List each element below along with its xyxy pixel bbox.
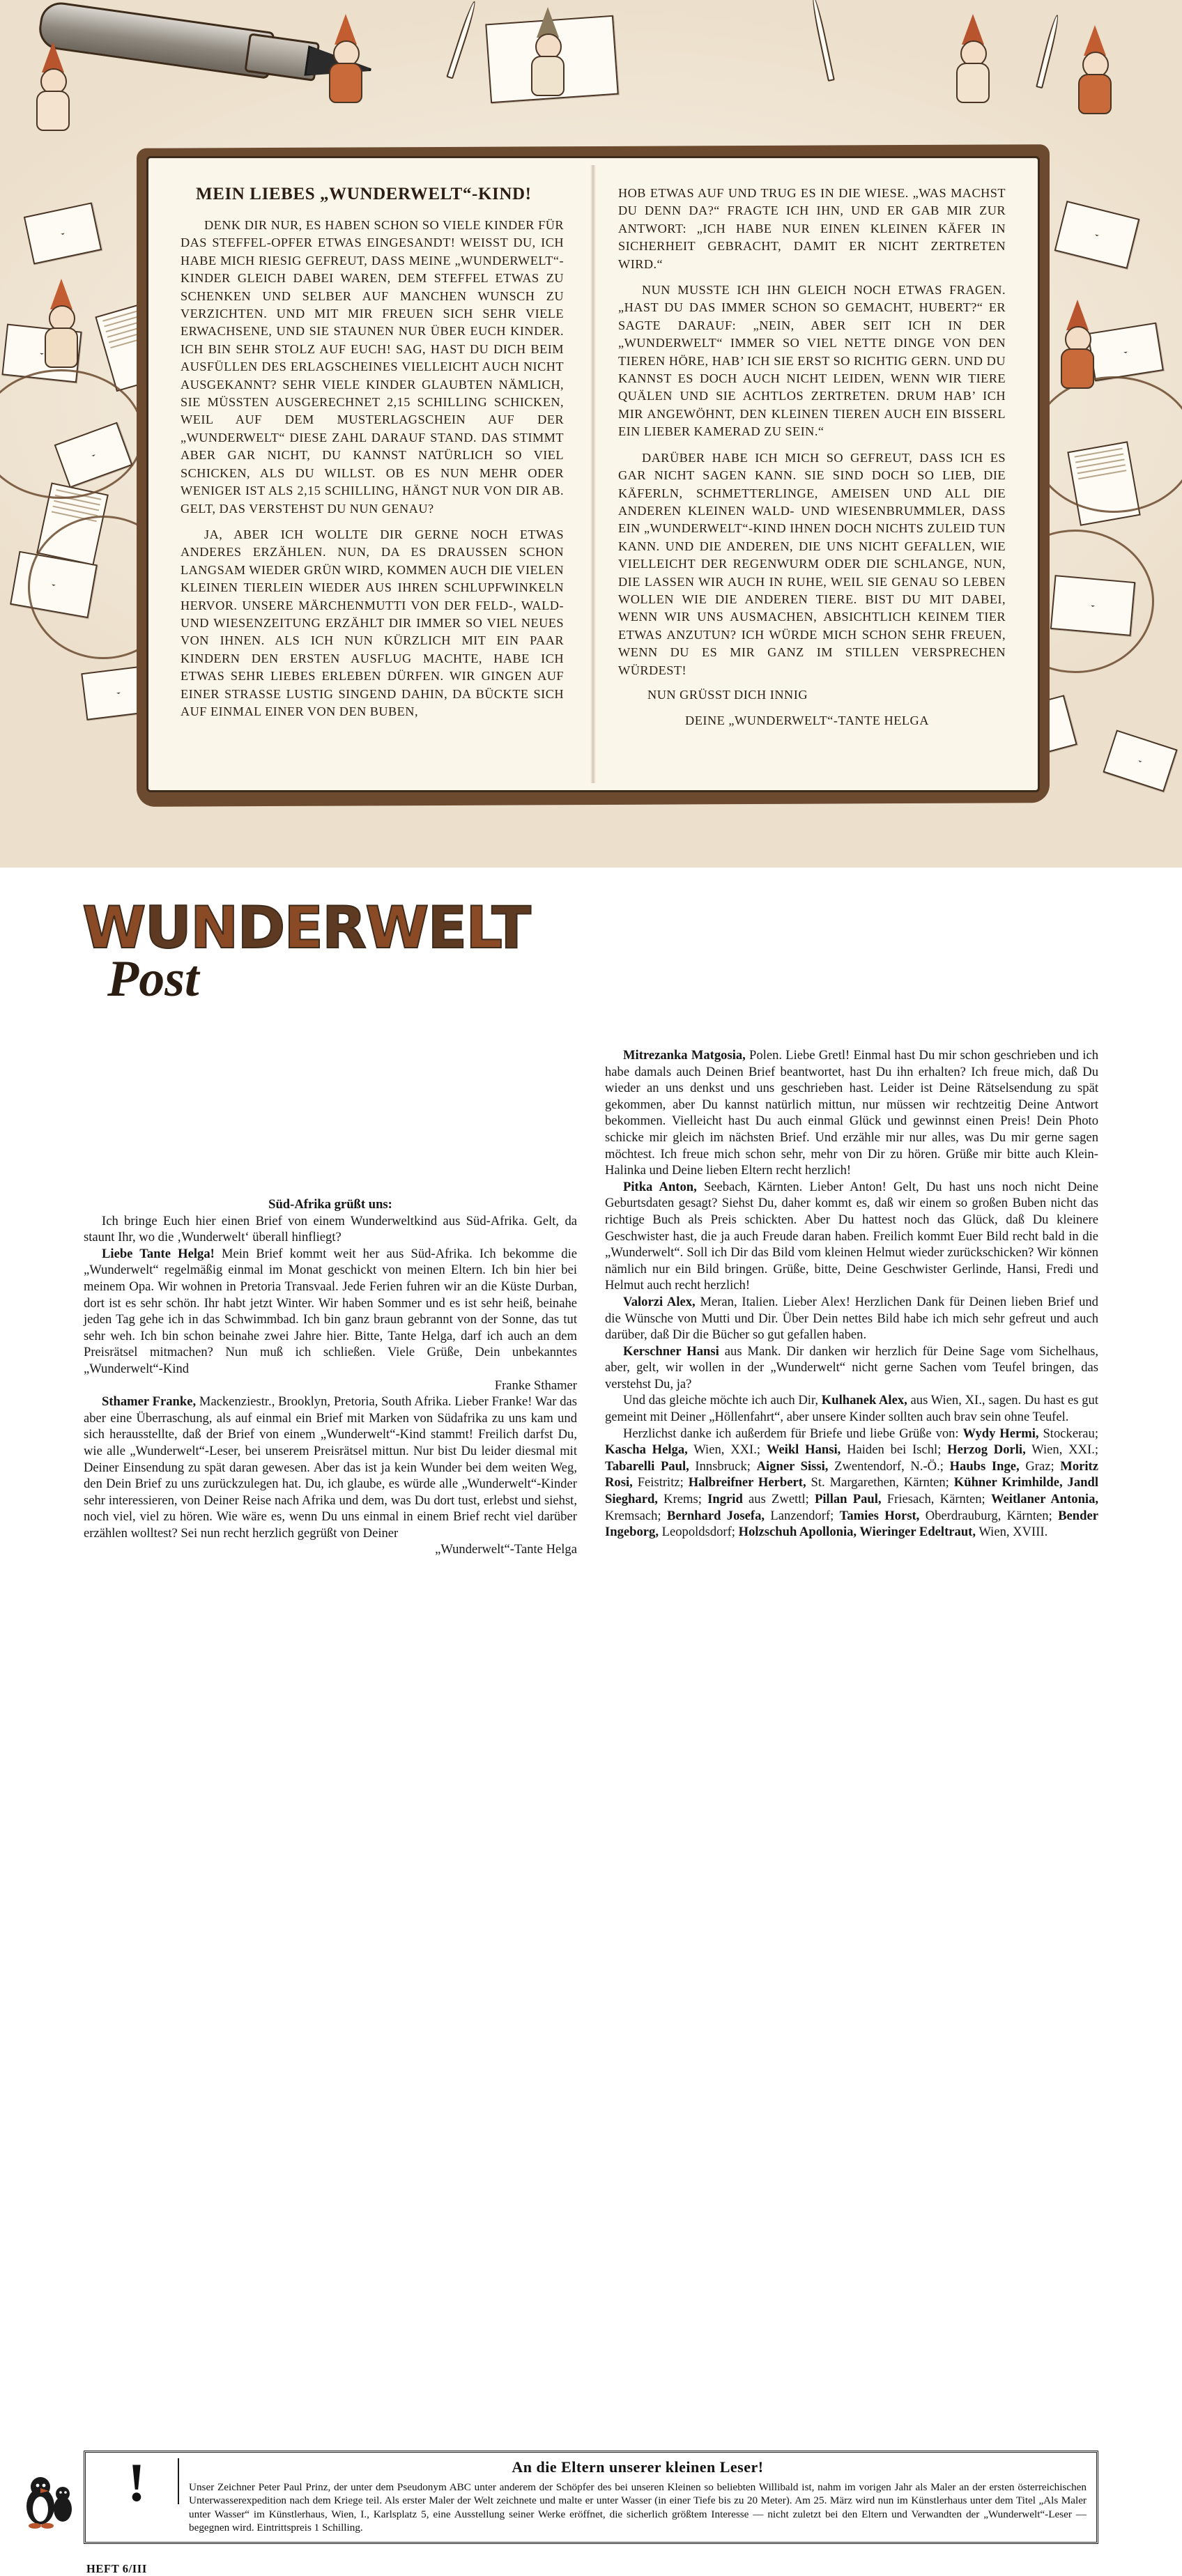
reader-name: Bender Ingeborg, [605,1508,1098,1540]
reader-place: Innsbruck; [689,1458,757,1474]
letter-body: Mackenziestr., Brooklyn, Pretoria, South Afrika. Lieber Franke! War das aber eine Überraschung, als auf einmal ein Brief mit Marken von Südafrika zu uns kam und sich herausstellte, daß der Brief von einem „Wunderwelt“-Kind stammt! Freilich darfst Du, wie alle „Wunderwelt“-Leser, bei unserem Preisrätsel mittun. Nur bist Du leider diesmal mit Deiner Einsendung zu spät daran gewesen. Aber das ist ja kein Wunder bei dem weiten Weg, den Dein Brief zu uns zurückzulegen hat. Du, ich glaube, es würde alle „Wunderwelt“-Kinder sehr interessieren, von Deiner Reise nach Afrika und dem, was Du dort tust, erlebst und siehst, noch viel, viel zu hören. Wie wäre es, wenn Du uns einmal in einem Brief recht viel darüber erzählen wolltest? Sei nun recht herzlich gegrüßt von Deiner [84,1394,577,1541]
reader-name: Moritz Rosi, [605,1458,1098,1490]
reader-place: Friesach, Kärnten; [881,1492,991,1507]
letter-closing: NUN GRÜSST DICH INNIG [647,687,808,702]
reader-name: Ingrid [707,1492,743,1507]
reader-place: Wien, XXI.; [1025,1442,1099,1458]
intro-paragraph: Ich bringe Euch hier einen Brief von einem Wunderweltkind aus Süd-Afrika. Gelt, da staunt Ihr, wo die ‚Wunderwelt‘ überall hinfliegt? [84,1213,577,1245]
issue-number: HEFT 6/III [86,2562,147,2575]
open-book-illustration [137,146,1050,805]
reader-place: Feistritz; [632,1475,689,1490]
reader-name: Holzschuh Apollonia, Wieringer Edeltraut, [738,1525,976,1540]
letter-paragraph: NUN MUSSTE ICH IHN GLEICH NOCH ETWAS FRAGEN. „HAST DU DAS IMMER SCHON SO GEMACHT, HUBERT?“ ER SAGTE DARAUF: „NEIN, ABER SEIT ICH IN DER „WUNDERWELT“ IMMER SO VIEL NETTE DINGE VON DEN TIEREN HÖRE, HAB’ ICH SIE ERST SO RICHTIG GERN. UND DU KANNST ES DOCH AUCH NICHT LEIDEN, WENN WIR TIERE QUÄLEN UND SIE ACHTLOS ZERTRETEN. DRUM HAB’ ICH MIR ANGEWÖHNT, DEN KLEINEN TIEREN AUCH EIN BISSERL EIN LIEBER KAMERAD ZU SEIN.“ [618,283,1006,439]
masthead-letter: L [466,894,492,962]
left-column [84,1047,577,1558]
reader-name: Kulhanek Alex, [821,1393,907,1408]
reader-name: Halbreifner Herbert, [688,1475,806,1490]
reply-entry [605,1179,1098,1294]
reply-text: aus Mank. Dir danken wir herzlich für Deine Sage vom Sichelhaus, aber, gelt, wir wollen in der „Wunderwelt“ nicht gerne Sachen vom Teufel bringen, das verstehst Du, ja? [605,1343,1098,1391]
reader-letter-two [84,1394,577,1541]
reader-place [1063,1475,1068,1490]
letter-paragraph: DENK DIR NUR, ES HABEN SCHON SO VIELE KINDER FÜR DAS STEFFEL-OPFER ETWAS EINGESANDT! WEISST DU, ICH HABE MICH RIESIG GEFREUT, DASS MEINE „WUNDERWELT“-KINDER GLEICH DABEI WAREN, DEM STEFFEL ETWAS ZU SCHENKEN UND SELBER AUF MANCHEN WUNSCH ZU VERZICHTEN. UND MIT MIR FREUEN SICH SEHR VIELE ERWACHSENE, UND SIE STAUNEN NUR ÜBER EUCH KINDER. ICH BIN SEHR STOLZ AUF EUCH! SAG, HAST DU DICH BEIM AUSFÜLLEN DES ERLAGSCHEINES VIELLEICHT AUCH NICHT AUSGEKANNT? SEHR VIELE KINDER GLAUBTEN NÄMLICH, SIE MÜSSTEN AUSGERECHNET 2,15 SCHILLING SCHICKEN, WEIL AUF DEM MUSTERLAGSCHEIN AUF DER „WUNDERWELT“ DIESE ZAHL DARAUF STAND. DAS STIMMT ABER GAR NICHT, DU KANNST NATÜRLICH SO VIEL SCHICKEN, ALS DU WILLST. OB ES NUN MEHR ODER WENIGER IST ALS 2,15 SCHILLING, HÄNGT NUR VON DIR AB. GELT, DAS VERSTEHST DU NUN GENAU? [181,218,564,516]
reader-name: Tabarelli Paul, [605,1458,689,1474]
masthead-subtitle: Post [107,950,199,1008]
letter-paragraph: DARÜBER HABE ICH MICH SO GEFREUT, DASS ICH ES GAR NICHT SAGEN KANN. SIE SIND DOCH SO LIEB, DIE KÄFERLN, SCHMETTERLINGE, AMEISEN UND ALL DIE ANDEREN KLEINEN WALD- UND WIESENBRUMMLER, DASS EIN „WUNDERWELT“-KIND IHNEN DOCH NICHTS ZULEID TUN KANN. UND DIE ANDEREN, DIE UNS NICHT GEFALLEN, WIE VIELLEICHT DER REGENWURM ODER DIE SCHLANGE, NUN, DIE LASSEN WIR AUCH IN RUHE, WEIL SIE GENAU SO LEBEN WOLLEN WIE DIE ANDEREN TIERE. BIST DU MIT DABEI, WENN WIR UNS AUSMACHEN, ABSICHTLICH KEINEM TIER ETWAS ANZUTUN? ICH WÜRDE MICH SCHON SEHR FREUEN, WENN DU ES MIR GANZ IM STILLEN VERSPRECHEN WÜRDEST! [618,450,1006,677]
masthead-letter: U [144,894,190,962]
reader-place: Haiden bei Ischl; [841,1442,948,1458]
reader-place: aus Zwettl; [742,1492,815,1507]
reader-place: Wien, XVIII. [976,1525,1048,1540]
reader-name: Valorzi Alex, [623,1294,696,1309]
letter-paragraph: JA, ABER ICH WOLLTE DIR GERNE NOCH ETWAS ANDERES ERZÄHLEN. NUN, DA ES DRAUSSEN SCHON LANGSAM WIEDER GRÜN WIRD, KOMMEN AUCH DIE VIELEN KLEINEN TIERLEIN WIEDER AUS IHREN SCHLUPFWINKELN HERVOR. UNSERE MÄRCHENMUTTI VON DER FELD-, WALD- UND WIESENZEITUNG ERZÄHLT DIR IMMER SO VIEL NEUES VON IHNEN. ALS ICH NUN KÜRZLICH MIT EIN PAAR KINDERN DEN ERSTEN AUSFLUG MACHTE, HABE ICH ETWAS SEHR LIEBES ERLEBEN DÜRFEN. WIR GINGEN AUF EINER STRASSE LUSTIG SINGEND DAHIN, DA BÜCKTE SICH AUF EINMAL EINER VON DEN BUBEN, [181,527,564,718]
reader-name: Tamies Horst, [839,1508,920,1523]
book-pages [146,156,1040,792]
reply-text: Meran, Italien. Lieber Alex! Herzlichen Dank für Deinen lieben Brief und die Wünsche von Mutti und Dir. Über Dein nettes Bild habe ich mich sehr gefreut und auch darüber, daß Dir die Bücher so gut gefallen haben. [605,1294,1098,1343]
parents-notice-box [84,2451,1098,2544]
book-left-page [148,158,593,790]
reply-text-post: aus Wien, XI., sagen. Du hast es gut gemeint mit Deiner „Höllenfahrt“, aber unsere Kinder sollten auch brav sein ohne Teufel. [605,1393,1098,1425]
masthead-letter: T [491,894,530,962]
reply-entry [605,1047,1098,1179]
reader-letter-one [84,1246,577,1378]
reader-place: St. Margarethen, Kärnten; [806,1475,954,1490]
letter-salutation: Sthamer Franke, [102,1394,197,1410]
letter-paragraph: HOB ETWAS AUF UND TRUG ES IN DIE WIESE. „WAS MACHST DU DENN DA?“ FRAGTE ICH IHN, UND ER GAB MIR ZUR ANTWORT: „ICH HABE NUR EINEN KLEINEN KÄFER IN SICHERHEIT GEBRACHT, DAMIT ER NICHT ZERTRETEN WIRD.“ [618,186,1006,271]
masthead-letter: W [364,894,428,962]
notice-title: An die Eltern unserer kleinen Leser! [512,2458,764,2476]
reader-name: Herzog Dorli, [947,1442,1026,1458]
letter-signature: Franke Sthamer [494,1378,577,1393]
wunderwelt-post-page [0,867,1182,2575]
letter-salutation: Liebe Tante Helga! [102,1246,215,1261]
masthead-letter: D [237,894,284,962]
masthead-letter: E [284,894,323,962]
reader-name: Kascha Helga, [605,1442,688,1458]
reader-name: Kerschner Hansi [623,1343,719,1359]
reader-name: Bernhard Josefa, [666,1508,765,1523]
reader-place: Leopoldsdorf; [658,1525,739,1540]
letter-signature: „Wunderwelt“-Tante Helga [435,1542,577,1557]
reader-name: Kühner Krimhilde, [953,1475,1063,1490]
reader-place: Zwentendorf, N.-Ö.; [828,1458,950,1474]
exclamation-mark-icon: ! [128,2452,146,2513]
reader-name: Weitlaner Antonia, [990,1492,1099,1507]
reader-name: Pillan Paul, [815,1492,882,1507]
reader-name: Mitrezanka Matgosia, [623,1048,746,1063]
book-right-page [593,158,1038,790]
reader-place: Oberdrauburg, Kärnten; [919,1508,1059,1523]
masthead-letter: R [322,894,365,962]
letter-signature: DEINE „WUNDERWELT“-TANTE HELGA [685,713,929,727]
reader-place: Graz; [1019,1458,1061,1474]
reader-place: Lanzendorf; [765,1508,840,1523]
reader-name: Pitka Anton, [623,1179,697,1194]
reader-place: Krems; [657,1492,708,1507]
reader-place: Wien, XXI.; [687,1442,767,1458]
reply-entry [605,1343,1098,1393]
book-spine [590,165,596,783]
masthead-letter: N [190,894,238,962]
reader-name: Haubs Inge, [949,1458,1020,1474]
thanks-intro: Herzlichst danke ich außerdem für Briefe und liebe Grüße von: [623,1426,963,1441]
notice-body-text: Unser Zeichner Peter Paul Prinz, der unter dem Pseudonym ABC unter anderem der Schöpfer des bei unseren Kleinen so beliebten Willibald ist, nahm im vorigen Jahr als Maler an der ersten österreichischen Unterwasserexpedition nach dem Kriege teil. Als erster Maler der Welt zeichnete und malte er unter Wasser (in einer Tiefe bis zu 20 Meter). Am 25. März wird nun im Künstlerhaus unter dem Titel „Als Maler unter Wasser“ im Künstlerhaus, Wien, I., Karlsplatz 5, eine Ausstellung seiner Werke eröffnet, die sicherlich größtem Interesse — nicht zuletzt bei den Eltern und Verwandten der „Wunderwelt“-Leser — begegnen wird. Eintrittspreis 1 Schilling. [189,2481,1087,2534]
reader-place: Stockerau; [1038,1426,1098,1441]
masthead [82,894,584,1029]
reply-text-pre: Und das gleiche möchte ich auch Dir, [623,1393,822,1408]
notice-emblem [95,2452,179,2513]
reply-text: Polen. Liebe Gretl! Einmal hast Du mir schon geschrieben und ich habe damals auch Deinen Brief beantwortet, hast Du ihn erhalten? Ich freue mich, daß Du wieder an uns denkst und uns geschrieben hast. Leider ist Deine Rätselsendung zu spät gekommen, aber Du kannst natürlich mittun, nur müssen wir rechtzeitig Deine Antwort bekommen. Vielleicht hast Du auch einmal Glück und gewinnst einen Preis! Dein Photo schicke mir gleich im nächsten Brief. Und erzähle mir nur alles, was Du mir gerne sagen möchtest. Ich freue mich schon sehr, mehr von Dir zu hören. Grüße mir bitte auch Klein-Halinka und Deine lieben Eltern recht herzlich! [605,1048,1098,1178]
reply-entry-kulhanek [605,1392,1098,1425]
masthead-letter: E [427,894,466,962]
letter-body: Mein Brief kommt weit her aus Süd-Afrika. Ich bekomme die „Wunderwelt“ regelmäßig einmal im Monat geschickt von meinen Eltern. Ich bin hier bei meinem Opa. Wir wohnen in Pretoria Transvaal. Jede Ferien fuhren wir an die Küste Durban, dort ist es sehr schön. Ihr habt jetzt Winter. Wir haben Sommer und es ist sehr heiß, beinahe jeden Tag gehe ich in das Schwimmbad. Ich bin ganz braun gebrannt von der Sonne, das tut sehr weh. Ich bin schon beinahe zwei Jahre hier. Bitte, Tante Helga, darf ich auch an dem Preisrätsel mitmachen? Nun muß ich schließen. Viele Grüße, Dein unbekanntes „Wunderwelt“-Kind [84,1246,577,1376]
illustrated-header-panel [0,0,1182,867]
reader-name: Jandl Sieghard, [605,1475,1098,1507]
article-columns [84,1047,1098,1558]
thanks-paragraph [605,1426,1098,1541]
penguin-mascot-icon [17,2470,79,2533]
section-heading: Süd-Afrika grüßt uns: [268,1197,392,1212]
letter-title: MEIN LIEBES „WUNDERWELT“-KIND! [196,185,532,203]
reader-name: Weikl Hansi, [766,1442,841,1458]
reader-name: Aigner Sissi, [756,1458,829,1474]
reader-place: Kremsach; [605,1508,667,1523]
reader-name: Wydy Hermi, [962,1426,1039,1441]
reply-text: Seebach, Kärnten. Lieber Anton! Gelt, Du hast uns noch nicht Deine Geburtsdaten gesagt? Siehst Du, daher kommt es, daß wir einem so großen Buben nicht das richtige Buch als Preis schickten. Aber Du hattest noch das Glück, daß Du kleinere Geschwister hast, die ja auch Freude daran haben. Freilich kommt Euer Bild recht bald in die „Wunderwelt“. Soll ich Dir das Bild vom kleinen Helmut wieder zurückschicken? Wir können nämlich nur ein Bild bringen. Grüße, bitte, Deine Geschwister Gerlinde, Hansi, Fredi und Helmut auch recht herzlich! [605,1179,1098,1293]
right-column [605,1047,1098,1558]
reply-entry [605,1294,1098,1343]
masthead-letter: W [82,894,145,962]
